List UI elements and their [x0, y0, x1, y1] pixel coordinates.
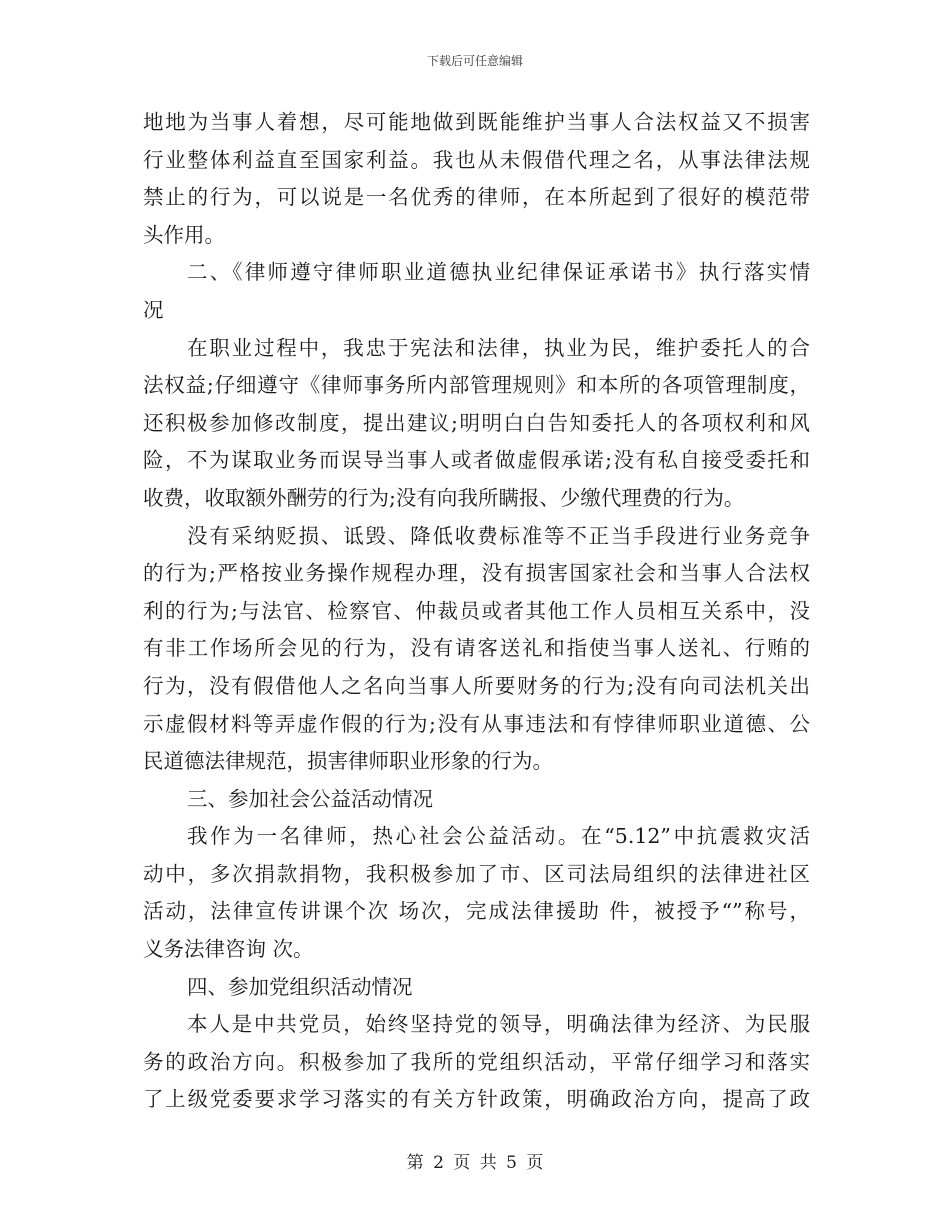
text-line: 险，不为谋取业务而误导当事人或者做虚假承诺;没有私自接受委托和	[143, 448, 810, 473]
paragraph	[143, 1006, 810, 1119]
text-line: 收费，收取额外酬劳的行为;没有向我所瞒报、少缴代理费的行为。	[143, 485, 745, 510]
text-line: 二、《律师遵守律师职业道德执业纪律保证承诺书》执行落实情	[187, 260, 810, 285]
text-line: 行业整体利益直至国家利益。我也从未假借代理之名，从事法律法规	[143, 147, 810, 172]
text-line: 地地为当事人着想，尽可能地做到既能维护当事人合法权益又不损害	[143, 110, 810, 134]
text-line: 了上级党委要求学习落实的有关方针政策，明确政治方向，提高了政	[143, 1087, 810, 1112]
text-line: 头作用。	[143, 222, 225, 247]
text-line: 行为，没有假借他人之名向当事人所要财务的行为;没有向司法机关出	[143, 673, 810, 698]
text-line: 在职业过程中，我忠于宪法和法律，执业为民，维护委托人的合	[187, 335, 810, 360]
text-line: 示虚假材料等弄虚作假的行为;没有从事违法和有悖律师职业道德、公	[143, 711, 810, 736]
text-line: 还积极参加修改制度，提出建议;明明白白告知委托人的各项权利和风	[143, 410, 810, 435]
text-line: 法权益;仔细遵守《律师事务所内部管理规则》和本所的各项管理制度，	[143, 373, 810, 398]
text-line: 本人是中共党员，始终坚持党的领导，明确法律为经济、为民服	[187, 1012, 810, 1037]
paragraph	[143, 330, 810, 518]
text-line: 民道德法律规范，损害律师职业形象的行为。	[143, 749, 553, 774]
text-line: 有非工作场所会见的行为，没有请客送礼和指使当事人送礼、行贿的	[143, 636, 810, 661]
text-line: 动中，多次捐款捐物，我积极参加了市、区司法局组织的法律进社区	[143, 861, 810, 886]
text-line: 利的行为;与法官、检察官、仲裁员或者其他工作人员相互关系中，没	[143, 598, 810, 623]
text-line: 的行为;严格按业务操作规程办理，没有损害国家社会和当事人合法权	[143, 561, 810, 586]
text-line: 务的政治方向。积极参加了我所的党组织活动，平常仔细学习和落实	[143, 1049, 810, 1074]
section-heading	[143, 969, 810, 1007]
text-line: 四、参加党组织活动情况	[187, 974, 413, 999]
paragraph	[143, 818, 810, 968]
text-line: 活动，法律宣传讲课个次 场次，完成法律援助 件，被授予“”称号，	[143, 899, 810, 924]
text-line: 禁止的行为，可以说是一名优秀的律师，在本所起到了很好的模范带	[143, 185, 810, 210]
text-line: 况	[143, 297, 164, 322]
section-heading	[143, 254, 810, 329]
page-footer: 第 2 页 共 5 页	[406, 1153, 544, 1173]
text-line: 义务法律咨询 次。	[143, 937, 314, 962]
text-line: 三、参加社会公益活动情况	[187, 786, 433, 811]
text-line: 我作为一名律师，热心社会公益活动。在“5.12”中抗震救灾活	[187, 824, 810, 849]
paragraph	[143, 518, 810, 781]
page-header: 下载后可任意编辑	[426, 54, 523, 68]
document-body	[143, 104, 810, 1119]
paragraph	[143, 104, 810, 254]
section-heading	[143, 781, 810, 819]
text-line: 没有采纳贬损、诋毁、降低收费标准等不正当手段进行业务竞争	[187, 523, 810, 548]
